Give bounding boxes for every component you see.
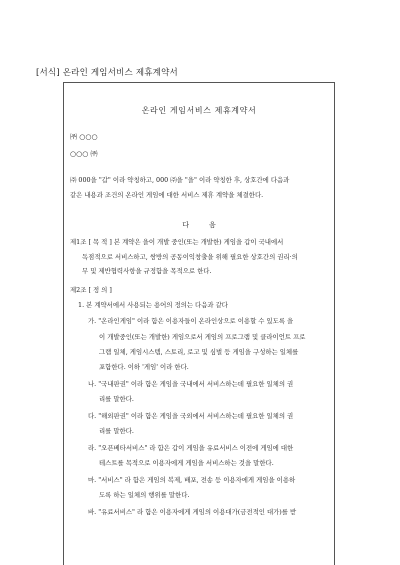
party-b: ○○○ ㈜	[70, 150, 98, 158]
definition-line: 바. "유료서비스" 라 함은 이용자에게 게임의 이용대가(금전적인 대가)를 받	[88, 508, 297, 516]
section-heading	[64, 220, 334, 230]
intro-line-1: ㈜ 000을 "갑" 이라 약칭하고, 000 ㈜을 "을" 이라 약칭한 후, 상호간에 다음과	[70, 176, 290, 184]
definition-line: 리를 말한다.	[99, 427, 134, 435]
section-heading-left: 다	[182, 221, 189, 229]
section-heading-right: 음	[209, 221, 216, 229]
article2-intro: 1. 본 계약서에서 사용되는 용어의 정의는 다음과 같다	[78, 301, 228, 309]
article1-line-2: 독점적으로 서비스하고, 쌍방의 공동이익창출을 위해 필요한 상호간의 권리·의	[82, 253, 298, 261]
party-a: ㈜ ○○○	[70, 133, 98, 141]
definition-line: 가. "온라인게임" 이라 함은 이용자들이 온라인상으로 이용할 수 있도록 을	[88, 317, 294, 325]
definition-line: 이 개발중인(또는 개발한) 게임으로서 게임의 프로그램 및 클라이언트 프로	[99, 333, 306, 341]
definition-line: 다. "해외판권" 이라 함은 게임을 국외에서 서비스하는데 필요한 일체의 권	[88, 412, 294, 420]
document-caption: [서식] 온라인 게임서비스 제휴계약서	[36, 68, 178, 78]
definition-line: 리를 말한다.	[99, 395, 134, 403]
article2-title: 제2조 [ 정 의 ]	[70, 286, 112, 294]
contract-title: 온라인 게임서비스 제휴계약서	[141, 106, 257, 115]
definition-line: 도록 하는 일체의 행위를 말한다.	[99, 491, 190, 499]
definition-line: 라. "오픈베타서비스" 라 함은 갑이 게임을 유료서비스 이전에 게임에 대한	[88, 444, 294, 452]
contract-frame	[63, 82, 335, 565]
definition-line: 마. "서비스" 라 함은 게임의 복제, 배포, 전송 등 이용자에게 게임을 이용하	[88, 476, 296, 484]
definition-line: 포함한다. 이하 '게임' 이라 한다.	[99, 363, 189, 371]
definition-line: 테스트를 목적으로 이용자에게 게임을 서비스하는 것을 말한다.	[99, 459, 274, 467]
intro-line-2: 같은 내용과 조건의 온라인 게임에 대한 서비스 제휴 계약을 체결한다.	[70, 191, 264, 199]
article1-line-1: 제1조 [ 목 적 ] 본 계약은 을이 개발 중인(또는 개발한) 게임을 갑이 국내에서	[70, 238, 284, 246]
definition-line: 나. "국내판권" 이라 함은 게임을 국내에서 서비스하는데 필요한 일체의 권	[88, 380, 294, 388]
definition-line: 그램 일체, 게임시스템, 스토리, 로고 및 심벌 등 게임을 구성하는 일체를	[99, 348, 299, 356]
article1-line-3: 무 및 제반협력사항을 규정함을 목적으로 한다.	[82, 267, 212, 275]
